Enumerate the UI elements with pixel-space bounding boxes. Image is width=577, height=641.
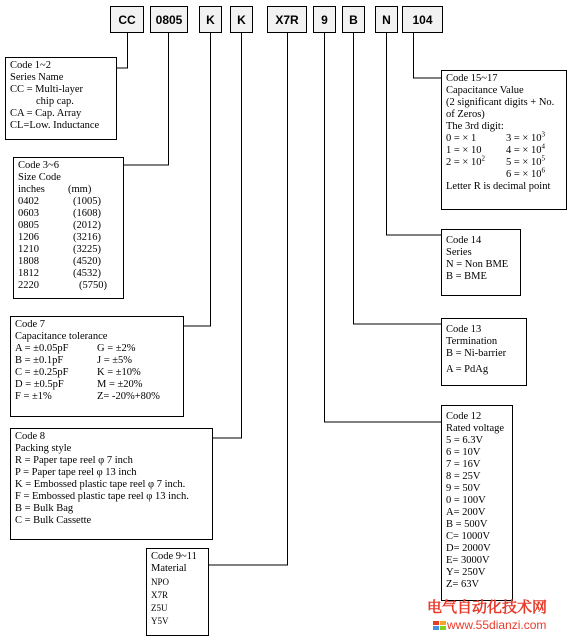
list-item: R = Paper tape reel φ 7 inch (15, 455, 133, 466)
list-item: D= 2000V (446, 543, 491, 554)
size-inch: 0603 (18, 208, 39, 219)
size-code-box (13, 157, 124, 299)
code-box-cc: CC (110, 6, 144, 33)
packing-style-box (10, 428, 213, 540)
size-row (18, 208, 119, 220)
multiplier: 0 = × 1 (446, 133, 477, 144)
multiplier-row (446, 166, 562, 181)
tolerance-a: F = ±1% (15, 391, 52, 402)
size-mm: (4520) (73, 256, 101, 267)
size-inch: 1812 (18, 268, 39, 279)
tolerance-a: D = ±0.5pF (15, 379, 64, 390)
code-box-k-tolerance: K (199, 6, 222, 33)
box-title: Code 8 (15, 431, 46, 442)
third-digit-label: The 3rd digit: (446, 121, 504, 132)
box-heading: Series (446, 247, 472, 258)
size-inch: 1206 (18, 232, 39, 243)
size-mm: (5750) (79, 280, 107, 291)
code-box-x7r: X7R (267, 6, 307, 33)
box-heading: Packing style (15, 443, 72, 454)
list-item: B = 500V (446, 519, 488, 530)
connector-b (354, 33, 442, 324)
size-mm: (1608) (73, 208, 101, 219)
size-mm: (4532) (73, 268, 101, 279)
capacitance-tolerance-box (10, 316, 184, 417)
multiplier: 6 = × $10^6$ (506, 166, 545, 180)
list-item: B = BME (446, 271, 487, 282)
material-box (146, 548, 209, 636)
box-title: Code 7 (15, 319, 46, 330)
size-mm: (3225) (73, 244, 101, 255)
tolerance-b: Z= -20%+80% (97, 391, 160, 402)
box-heading-2: (2 significant digits + No. (446, 97, 555, 108)
list-item: A= 200V (446, 507, 486, 518)
list-item: F = Embossed plastic tape reel φ 13 inch. (15, 491, 189, 502)
list-item: P = Paper tape reel φ 13 inch (15, 467, 137, 478)
connector-0805 (124, 33, 169, 165)
list-item: CL=Low. Inductance (10, 120, 100, 131)
box-heading: Size Code (18, 172, 61, 183)
decimal-note: Letter R is decimal point (446, 181, 551, 192)
connector-9 (325, 33, 442, 422)
tolerance-row (15, 379, 179, 391)
tolerance-b: K = ±10% (97, 367, 141, 378)
termination-box (441, 318, 527, 386)
size-inch: 2220 (18, 280, 39, 291)
box-heading-3: of Zeros) (446, 109, 485, 120)
multiplier: 1 = × 10 (446, 145, 482, 156)
box-heading: Termination (446, 336, 498, 347)
multiplier: 3 = × $10^3$ (506, 130, 545, 144)
size-mm: (2012) (73, 220, 101, 231)
multiplier: 4 = × $10^4$ (506, 142, 545, 156)
tolerance-b: M = ±20% (97, 379, 143, 390)
series-name-box (5, 57, 117, 140)
box-heading: Series Name (10, 72, 64, 83)
tolerance-row (15, 367, 179, 379)
size-row (18, 268, 119, 280)
size-row (18, 256, 119, 268)
code-box-0805: 0805 (150, 6, 188, 33)
capacitance-value-box (441, 70, 567, 210)
list-item: K = Embossed plastic tape reel φ 7 inch. (15, 479, 186, 490)
list-item: Y5V (151, 616, 169, 626)
box-heading: Capacitance Value (446, 85, 524, 96)
connector-104 (414, 33, 442, 78)
size-inch: 0402 (18, 196, 39, 207)
list-item: NPO (151, 577, 170, 587)
tolerance-row (15, 343, 179, 355)
size-header-row (18, 184, 119, 196)
tolerance-b: G = ±2% (97, 343, 136, 354)
size-row (18, 220, 119, 232)
connector-cc (117, 33, 128, 68)
list-item: 9 = 50V (446, 483, 481, 494)
size-row (18, 244, 119, 256)
box-heading: Rated voltage (446, 423, 505, 434)
rated-voltage-box (441, 405, 513, 601)
box-title: Code 3~6 (18, 160, 59, 171)
box-title: Code 12 (446, 411, 482, 422)
list-item: E= 3000V (446, 555, 490, 566)
list-item: C= 1000V (446, 531, 491, 542)
series-box (441, 229, 521, 296)
box-title: Code 14 (446, 235, 482, 246)
size-row (18, 280, 119, 292)
tolerance-row (15, 355, 179, 367)
tolerance-a: B = ±0.1pF (15, 355, 64, 366)
watermark-logo-icon (433, 620, 447, 632)
tolerance-a: A = ±0.05pF (15, 343, 69, 354)
code-box-n: N (375, 6, 398, 33)
tolerance-a: C = ±0.25pF (15, 367, 69, 378)
code-box-104: 104 (402, 6, 443, 33)
code-box-b: B (342, 6, 365, 33)
list-item: A = PdAg (446, 364, 489, 375)
connector-x7r (209, 33, 288, 565)
size-row (18, 196, 119, 208)
multiplier: 2 = × $10^2$ (446, 154, 485, 168)
col-inches: inches (18, 184, 45, 195)
size-mm: (3216) (73, 232, 101, 243)
list-item: B = Ni-barrier (446, 348, 507, 359)
list-item: 0 = 100V (446, 495, 486, 506)
size-inch: 1808 (18, 256, 39, 267)
size-mm: (1005) (73, 196, 101, 207)
connector-k-packing (213, 33, 242, 438)
list-item: 8 = 25V (446, 471, 481, 482)
box-title: Code 15~17 (446, 73, 498, 84)
multiplier: 5 = × $10^5$ (506, 154, 545, 168)
list-item: Z5U (151, 603, 168, 613)
box-title: Code 1~2 (10, 60, 51, 71)
box-title: Code 13 (446, 324, 482, 335)
code-box-9: 9 (313, 6, 336, 33)
list-item: B = Bulk Bag (15, 503, 74, 514)
list-item: C = Bulk Cassette (15, 515, 92, 526)
size-inch: 1210 (18, 244, 39, 255)
list-item: CA = Cap. Array (10, 108, 82, 119)
box-title: Code 9~11 (151, 551, 197, 562)
list-item: CC = Multi-layer (10, 84, 83, 95)
size-row (18, 232, 119, 244)
list-item: 5 = 6.3V (446, 435, 484, 446)
box-heading: Capacitance tolerance (15, 331, 108, 342)
watermark-url: www.55dianzi.com (447, 618, 547, 632)
box-heading: Material (151, 563, 187, 574)
size-inch: 0805 (18, 220, 39, 231)
connector-k-tolerance (184, 33, 211, 326)
list-item: X7R (151, 590, 169, 600)
list-item: 6 = 10V (446, 447, 481, 458)
list-item: Z= 63V (446, 579, 480, 590)
list-item: chip cap. (36, 96, 74, 107)
tolerance-b: J = ±5% (97, 355, 133, 366)
list-item: 7 = 16V (446, 459, 481, 470)
tolerance-row (15, 391, 179, 403)
list-item: N = Non BME (446, 259, 509, 270)
code-box-k-packing: K (230, 6, 253, 33)
col-mm: (mm) (68, 184, 92, 195)
list-item: Y= 250V (446, 567, 486, 578)
watermark-title: 电气自动化技术网 (427, 598, 548, 616)
